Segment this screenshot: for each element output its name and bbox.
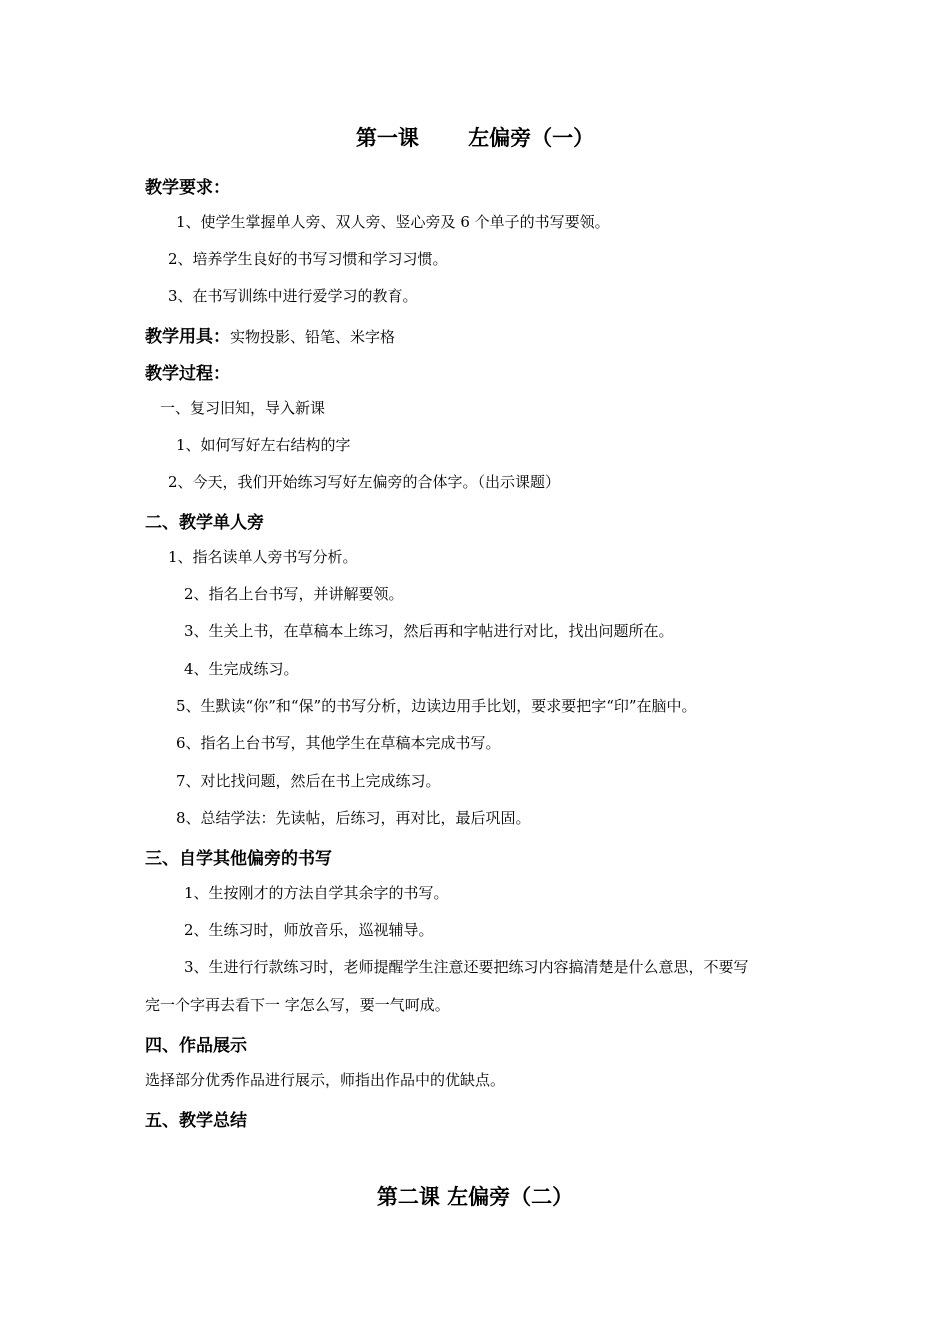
section2-item: 6、指名上台书写，其他学生在草稿本完成书写。 <box>176 734 501 752</box>
section3-item: 1、生按刚才的方法自学其余字的书写。 <box>184 884 449 902</box>
section3-item-continued: 完一个字再去看下一 字怎么写，要一气呵成。 <box>145 996 450 1014</box>
tools-line <box>145 322 395 347</box>
tools-heading: 教学用具： <box>145 327 230 347</box>
section2-item: 3、生关上书，在草稿本上练习，然后再和字帖进行对比，找出问题所在。 <box>184 622 674 640</box>
section5-heading: 五、教学总结 <box>145 1111 247 1131</box>
section1-heading: 一、复习旧知，导入新课 <box>160 399 326 417</box>
requirement-item: 1、使学生掌握单人旁、双人旁、竖心旁及 6 个单子的书写要领。 <box>176 213 610 231</box>
section4-heading: 四、作品展示 <box>145 1036 247 1056</box>
lesson2-title: 第二课 左偏旁（二） <box>376 1185 574 1209</box>
section1-item: 2、今天，我们开始练习写好左偏旁的合体字。（出示课题） <box>168 473 561 491</box>
section2-item: 5、生默读“你”和“保”的书写分析，边读边用手比划，要求要把字“印”在脑中。 <box>176 697 697 715</box>
section2-item: 1、指名读单人旁书写分析。 <box>168 548 358 566</box>
section3-heading: 三、自学其他偏旁的书写 <box>145 849 332 869</box>
process-heading: 教学过程： <box>145 364 230 384</box>
tools-text: 实物投影、铅笔、米字格 <box>230 328 396 346</box>
section4-text: 选择部分优秀作品进行展示，师指出作品中的优缺点。 <box>145 1071 506 1089</box>
section2-item: 8、总结学法：先读帖，后练习，再对比，最后巩固。 <box>176 809 531 827</box>
section1-item: 1、如何写好左右结构的字 <box>176 436 351 454</box>
requirement-item: 2、培养学生良好的书写习惯和学习习惯。 <box>168 250 448 268</box>
lesson1-title: 第一课 左偏旁（一） <box>355 126 595 150</box>
section2-item: 4、生完成练习。 <box>184 660 299 678</box>
section3-item: 3、生进行行款练习时，老师提醒学生注意还要把练习内容搞清楚是什么意思，不要写 <box>184 958 749 976</box>
section3-item: 2、生练习时，师放音乐，巡视辅导。 <box>184 921 434 939</box>
requirement-item: 3、在书写训练中进行爱学习的教育。 <box>168 287 418 305</box>
section2-heading: 二、教学单人旁 <box>145 513 264 533</box>
section2-item: 7、对比找问题，然后在书上完成练习。 <box>176 772 441 790</box>
requirements-heading: 教学要求： <box>145 178 230 198</box>
section2-item: 2、指名上台书写，并讲解要领。 <box>184 585 404 603</box>
